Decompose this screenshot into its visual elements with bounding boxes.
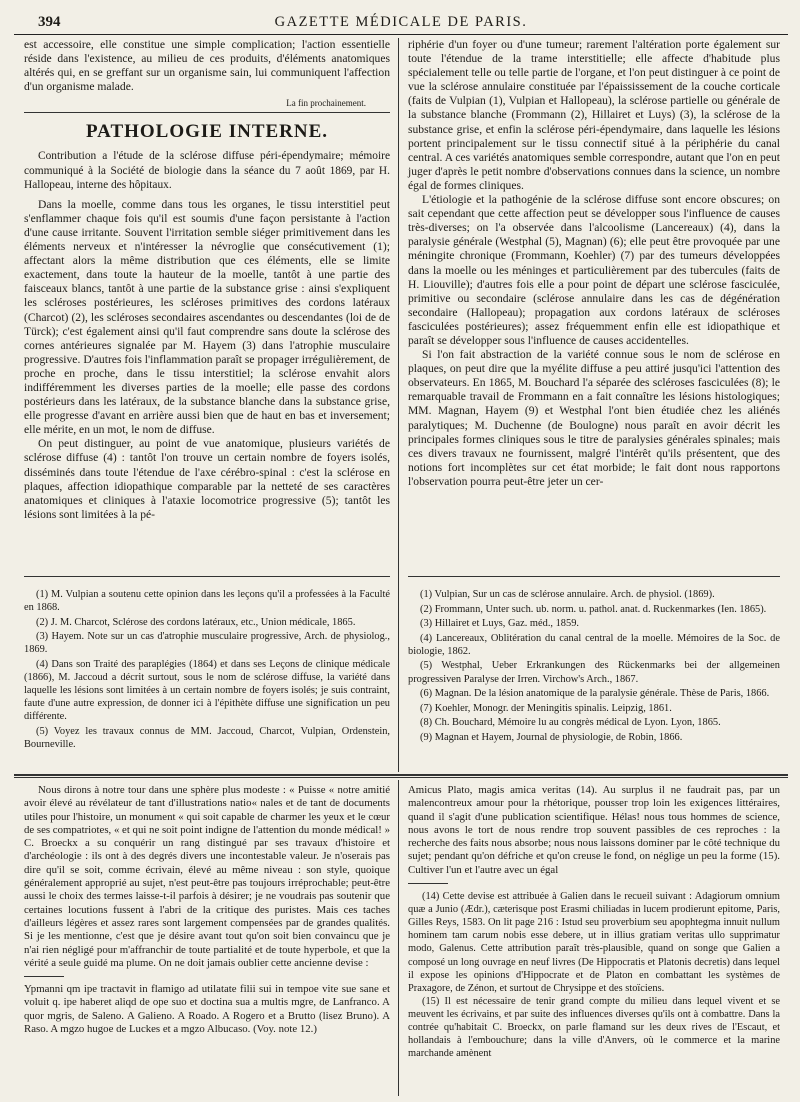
left-column-bottom bbox=[24, 784, 390, 1036]
page-number: 394 bbox=[38, 14, 61, 30]
footnote-separator bbox=[408, 883, 448, 884]
footnote: Ypmanni qm ipe tractavit in flamigo ad utilatate filii sui in tempoe vite sue sane et voluit q. ipe haberet aliqd de ope suo et doctina sua a multis mgre, de Lanfranco. A quor mgris, de Saleno. A Galieno. A Roado. A Rogero et a Brutto (lisez Bruno). A Raso. A mgzo hugoe de Luckes et a mgzo Albucaso. (Voy. note 12.) bbox=[24, 983, 390, 1036]
continued-note: La fin prochainement. bbox=[286, 98, 366, 109]
article-heading: Contribution a l'étude de la sclérose diffuse péri-épendymaire; mémoire communiqué à la Société de biologie dans la séance du 7 août 1869, par H. Hallopeau, interne des hôpitaux. bbox=[24, 150, 390, 191]
right-column-top bbox=[408, 38, 780, 489]
section-title: PATHOLOGIE INTERNE. bbox=[85, 121, 329, 143]
footnote: (4) Lancereaux, Oblitération du canal central de la moelle. Mémoires de la Soc. de biologie, 1862. bbox=[408, 632, 780, 657]
footnote-separator bbox=[24, 576, 390, 577]
footnote: (15) Il est nécessaire de tenir grand compte du milieu dans lequel vivent et se meuvent les écrivains, et par suite des influences diverses qu'ils ont à combattre. Dans la contrée qu'habitait C. Broeckx, on parle flamand sur les deux rives de l'Escaut, et hollandais à l'embouchure; dans la ville d'Anvers, où le commerce et la marine marchande amènent bbox=[408, 995, 780, 1060]
footnote: (9) Magnan et Hayem, Journal de physiologie, de Robin, 1866. bbox=[420, 731, 683, 743]
section-separator bbox=[24, 112, 390, 113]
footnote: (14) Cette devise est attribuée à Galien dans le recueil suivant : Adagiorum omnium quæ a Junio (Ædr.), cæterisque post Erasmi chiliadas in lucem prodierunt epitome, Paris, Gilles Reys, 1583. On lit page 216 : Istud seu proverbium seu apophtegma innuit nullum hominem tam carum nobis esse debere, ut in illius gratiam veritas ullo supprimatur modo, Galenus. Cette attribution paraît très-plausible, quand on songe que Galien a composé un long ouvrage en neuf livres (De Hippocratis et Platonis decretis) dans lequel il expose les opinions d'Hippocrate et de Platon en combattant les systèmes de Praxagore, de Zénon, et surtout de Chrysippe et des stoïciens. bbox=[408, 891, 780, 994]
running-title: GAZETTE MÉDICALE DE PARIS. bbox=[274, 14, 528, 30]
left-footnotes bbox=[24, 588, 390, 753]
footnote-separator bbox=[24, 976, 64, 977]
article-paragraph: L'étiologie et la pathogénie de la sclérose diffuse sont encore obscures; on sait cependant que cette affection peut se développer sous l'influence de causes très-diverses; on l'a observée dans l'alcoolisme (Lancereaux) (4), dans la paralysie générale (Westphal (5), Magnan) (6); elle peut être provoquée par une méningite chronique (Frommann, Koehler) (7) par des tumeurs développées dans la moelle ou les méninges et particulièrement par des tubercules (faits de H. Liouville); d'autres fois elle a pour point de départ une sclérose fasciculée, primitive ou secondaire (sclérose annulaire dans les cas de dégénération secondaire (Hallopeau); propagation aux cordons latéraux de scléroses fasciculées postérieures); assez fréquemment enfin elle est idiopathique et paraît se développer sous l'influence de causes accidentelles. bbox=[408, 193, 780, 347]
column-divider bbox=[398, 578, 399, 772]
previous-article-ending: est accessoire, elle constitue une simple complication; l'action essentielle réside dans l'existence, au milieu de ces produits, d'éléments anatomiques altérés qui, en se greffant sur un organisme sain, lui communiquent l'affection d'un organisme malade. bbox=[24, 38, 390, 94]
column-divider bbox=[398, 780, 399, 1096]
left-column-top bbox=[24, 38, 390, 522]
footnote-separator bbox=[408, 576, 780, 577]
section-break bbox=[14, 774, 788, 776]
article-paragraph: riphérie d'un foyer ou d'une tumeur; rarement l'altération porte également sur toute l'étendue de la trame interstitielle; elle affecte d'habitude plus spécialement telle ou telle partie de l'organe, et l'on peut distinguer à ce point de vue la sclérose annulaire constituée par l'épaississement de la couche corticale (faits de Vulpian (1), Vulpian et Hallopeau), la sclérose partielle ou générale de la substance blanche (Frommann (2), Hillairet et Luys) (3), la sclérose de la substance grise, et enfin la sclérose péri-épendymaire, dans laquelle les lésions portent principalement sur le tissu connectif situé à la périphérie du canal central. A ces variétés anatomiques semble correspondre, autant que l'on en peut juger d'après le petit nombre d'observations connues dans la science, un nombre égal de formes cliniques. bbox=[408, 38, 780, 192]
article-paragraph: On peut distinguer, au point de vue anatomique, plusieurs variétés de sclérose diffuse (4) : tantôt l'on trouve un certain nombre de foyers isolés, disséminés dans toute l'étendue de l'axe cérébro-spinal : c'est la sclérose en plaques, affection idiopathique comparable par la netteté de ses caractères anatomiques et cliniques à l'ataxie locomotrice progressive (5); tantôt les lésions sont limitées à la pé- bbox=[24, 437, 390, 521]
article-paragraph: Si l'on fait abstraction de la variété connue sous le nom de sclérose en plaques, on peut dire que la myélite diffuse a peu attiré jusqu'ici l'attention des observateurs. En 1865, M. Bouchard l'a séparée des scléroses fasciculées (8); le remarquable travail de Frommann en a fait connaître les lésions histologiques; MM. Magnan, Hayem (9) et Westphal l'ont bien étudiée chez les aliénés paralytiques; M. Duchenne (de Boulogne) nous paraît en avoir décrit les principales formes cliniques sous le titre de paralysies générales spinales; mais ces divers travaux ne fournissent, malgré l'intérêt qu'ils présentent, que des notions fort incomplètes sur cet état morbide; le fait dont nous rapportons l'observation pourra peut-être jeter un cer- bbox=[408, 348, 780, 488]
article-paragraph: Amicus Plato, magis amica veritas (14). Au surplus il ne faudrait pas, par un malencontreux amour pour la rhétorique, pousser trop loin les exigences littéraires, quand il s'agit d'une publication scientifique. Hélas! nous tous hommes de science, nous avons le tort de nous rendre trop souvent passibles de ces reproches : la recherche des faits nous absorbe; nous nous laissons dominer par le côté technique du sujet; pendant qu'on défriche et qu'on creuse le fond, on néglige un peu la forme (15). Cultiver l'un et l'autre avec un égal bbox=[408, 784, 780, 876]
footnote: (3) Hayem. Note sur un cas d'atrophie musculaire progressive, Arch. de physiolog., 1869. bbox=[24, 631, 390, 656]
footnote: (2) J. M. Charcot, Sclérose des cordons latéraux, etc., Union médicale, 1865. bbox=[36, 616, 356, 628]
right-column-bottom bbox=[408, 784, 780, 1060]
column-divider bbox=[398, 38, 399, 578]
footnote: (8) Ch. Bouchard, Mémoire lu au congrès médical de Lyon. Lyon, 1865. bbox=[420, 717, 721, 729]
right-footnotes bbox=[408, 588, 780, 746]
article-paragraph: Dans la moelle, comme dans tous les organes, le tissu interstitiel peut s'enflammer chaque fois qu'il est soumis d'une façon persistante à l'action d'une cause irritante. Souvent l'irritation semble siéger primitivement dans les éléments nerveux et n'intéresser la névroglie que consécutivement (1); affectant alors la même distribution que ces éléments, elle se limite exactement, dans toute la hauteur de la moelle, tantôt à une partie des faisceaux blancs, tantôt à une partie de la substance grise : ainsi s'expliquent les scléroses postérieures, les scléroses primitives des cordons latéraux (Charcot) (2), les scléroses secondaires ascendantes ou descendantes (loi de de Türck); c'est également ainsi qu'il faut comprendre sans doute la sclérose des cornes antérieures signalée par M. Hayem (3) dans l'atrophie musculaire progressive. D'autres fois l'inflammation paraît se propager irrégulièrement, de proche en proche, dans le tissu interstitiel; la sclérose envahit alors indifféremment les diverses parties de la moelle; elle passe des cordons postérieurs dans les latéraux, de la substance blanche dans la substance grise, elle progresse d'avant en arrière aussi bien que de haut en bas et inversement; elle mérite, en un mot, le nom de diffuse. bbox=[24, 197, 390, 437]
footnote: (7) Koehler, Monogr. der Meningitis spinalis. Leipzig, 1861. bbox=[420, 702, 672, 714]
footnote: (3) Hillairet et Luys, Gaz. méd., 1859. bbox=[420, 618, 579, 630]
footnote: (4) Dans son Traité des paraplégies (1864) et dans ses Leçons de clinique médicale (1866), M. Jaccoud a décrit surtout, sous le nom de sclérose diffuse, la variété dans laquelle les lésions sont limitées à un certain nombre de foyers isolés; je suis contraint, faute d'une autre expression, de donner ici à l'épithète diffuse une signification un peu différente. bbox=[24, 658, 390, 723]
footnote: (1) M. Vulpian a soutenu cette opinion dans les leçons qu'il a professées à la Faculté en 1868. bbox=[24, 589, 390, 614]
footnote: (6) Magnan. De la lésion anatomique de la paralysie générale. Thèse de Paris, 1866. bbox=[420, 688, 770, 700]
article-paragraph: Nous dirons à notre tour dans une sphère plus modeste : « Puisse « notre amitié avoir élevé au révélateur de tant d'illustrations natio« nales et de tant de documents utiles pour l'histoire, un monument « qui soit capable de charmer les yeux et le cœur de ses compatriotes, « et qui ne soit point indigne de l'attention du monde médical! » C. Broeckx a su conquérir un rang distingué par ses travaux d'histoire et d'archéologie : ils ont à des degrés divers une incontestable valeur. Je n'oserais pas dire qu'il se soit, comme écrivain, élevé au même niveau : son style, quoique généralement approprié au sujet, n'est peut-être pas toujours irréprochable; peut-être aussi le choix des termes laisse-t-il parfois à désirer; je ne voudrais pas soutenir que certaines locutions fussent à l'abri de la critique des puristes. Mais ces taches d'ailleurs légères et assez rares sont largement compensées par de grandes qualités. Si je les mentionne, c'est que je désire avant tout qu'on soit bien convaincu que je n'ai rien négligé pour m'affranchir de toute partialité et de toute hyperbole, et que la vérité a seule guidé ma plume. On ne doit jamais oublier cette ancienne devise : bbox=[24, 784, 390, 969]
footnote: (5) Westphal, Ueber Erkrankungen des Rückenmarks bei der allgemeinen progressiven Paralyse der Irren. Virchow's Arch., 1867. bbox=[408, 660, 780, 685]
footnote: (1) Vulpian, Sur un cas de sclérose annulaire. Arch. de physiol. (1869). bbox=[420, 589, 715, 600]
footnote: (5) Voyez les travaux connus de MM. Jaccoud, Charcot, Vulpian, Ordenstein, Bourneville. bbox=[24, 725, 390, 751]
footnote: (2) Frommann, Unter such. ub. norm. u. pathol. anat. d. Ruckenmarkes (Ien. 1865). bbox=[420, 603, 767, 615]
page-header bbox=[14, 10, 788, 35]
section-break bbox=[14, 777, 788, 778]
